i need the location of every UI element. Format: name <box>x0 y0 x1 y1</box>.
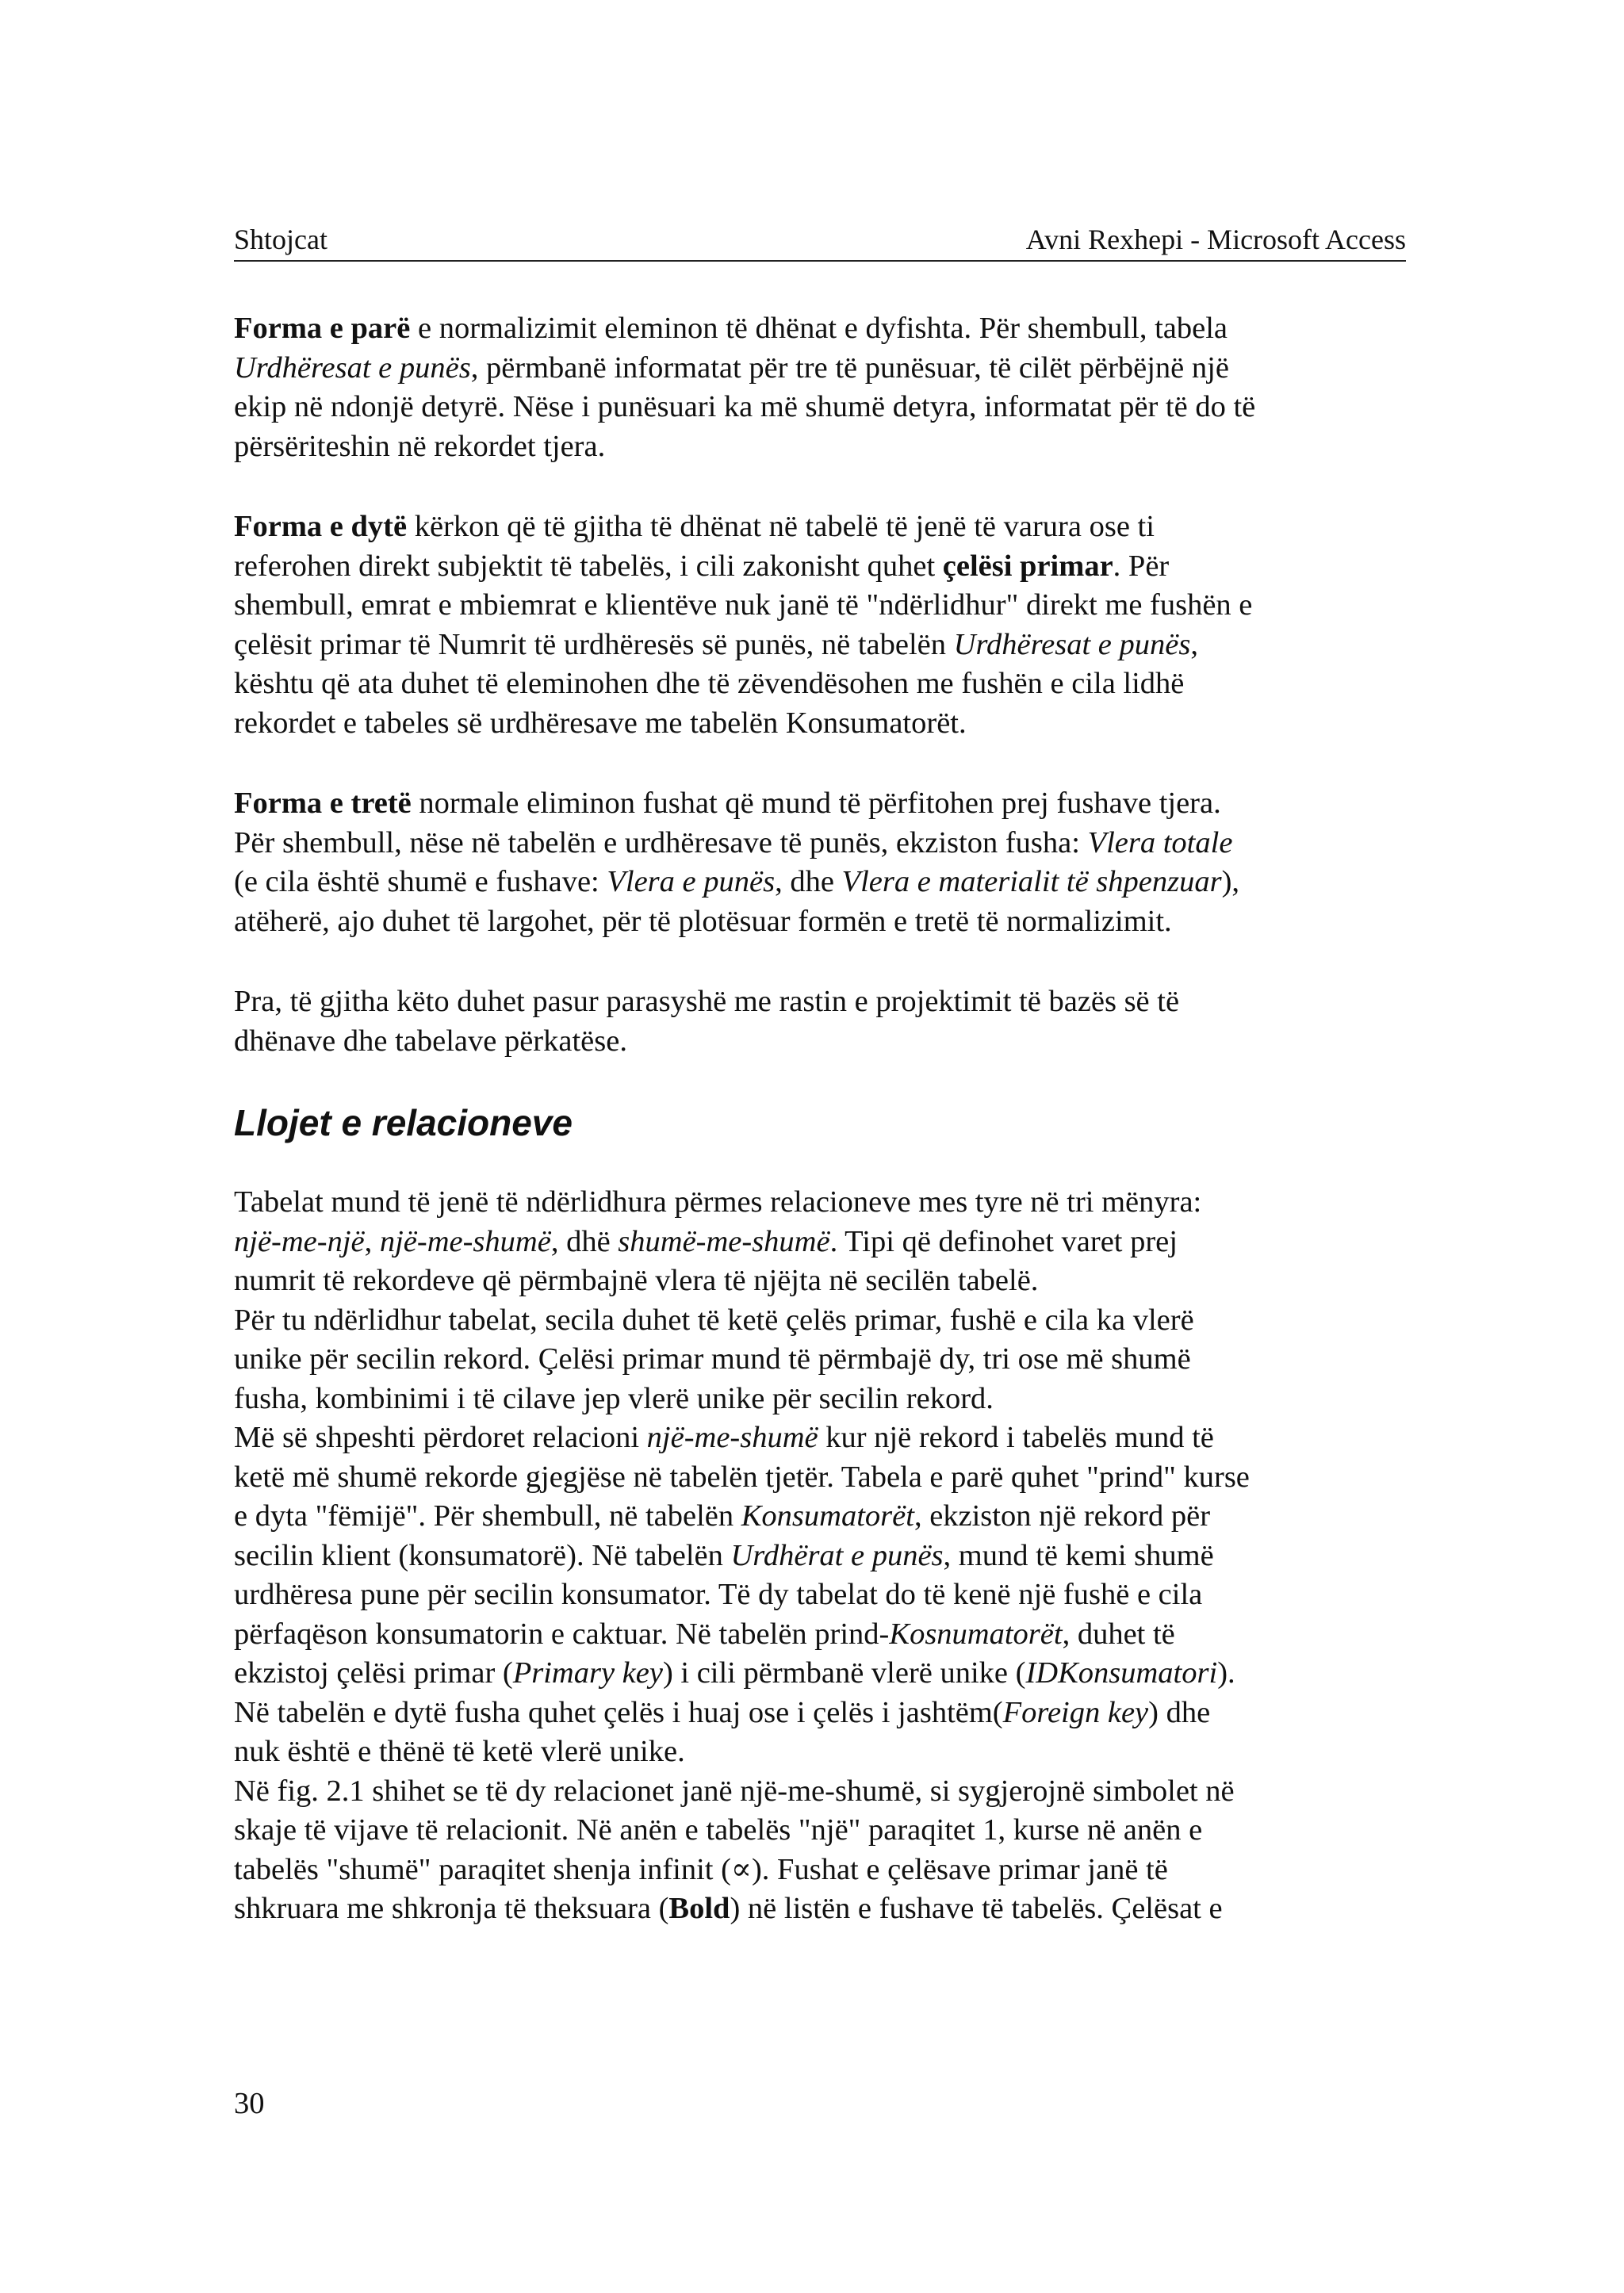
header-section-title: Shtojcat <box>234 224 327 255</box>
paragraph-line: shkruara me shkronja të theksuara (Bold) në listën e fushave të tabelës. Çelësat e <box>234 1892 1223 1925</box>
paragraph-line: tabelës "shumë" paraqitet shenja infinit (∝). Fushat e çelësave primar janë të <box>234 1852 1168 1886</box>
paragraph-line: secilin klient (konsumatorë). Në tabelën Urdhërat e punës, mund të kemi shumë <box>234 1538 1214 1572</box>
paragraph-line: Pra, të gjitha këto duhet pasur parasyshë me rastin e projektimit të bazës së të <box>234 985 1180 1018</box>
paragraph-line: rekordet e tabeles së urdhëresave me tabelën Konsumatorët. <box>234 706 967 740</box>
paragraph-line: skaje të vijave të relacionit. Në anën e tabelës "një" paraqitet 1, kurse në anën e <box>234 1813 1203 1847</box>
section-heading: Llojet e relacioneve <box>234 1102 573 1143</box>
paragraph-line: përfaqëson konsumatorin e caktuar. Në tabelën prind-Kosnumatorët, duhet të <box>234 1617 1175 1651</box>
paragraph-line: Në fig. 2.1 shihet se të dy relacionet janë një-me-shumë, si sygjerojnë simbolet në <box>234 1774 1235 1808</box>
paragraph-line: unike për secilin rekord. Çelësi primar mund të përmbajë dy, tri ose më shumë <box>234 1342 1191 1376</box>
running-header <box>234 222 1406 262</box>
paragraph-line: kështu që ata duhet të eleminohen dhe të zëvendësohen me fushën e cila lidhë <box>234 667 1185 700</box>
paragraph-line: fusha, kombinimi i të cilave jep vlerë unike për secilin rekord. <box>234 1381 994 1415</box>
paragraph-line: Forma e parë e normalizimit eleminon të dhënat e dyfishta. Për shembull, tabela <box>234 312 1228 345</box>
paragraph-line: Në tabelën e dytë fusha quhet çelës i huaj ose i çelës i jashtëm(Foreign key) dhe <box>234 1695 1211 1729</box>
paragraph-line: Tabelat mund të jenë të ndërlidhura përmes relacioneve mes tyre në tri mënyra: <box>234 1185 1202 1219</box>
body-text <box>234 309 1406 1929</box>
paragraph-line: dhënave dhe tabelave përkatëse. <box>234 1024 627 1058</box>
page-number: 30 <box>234 2087 265 2120</box>
paragraph-line: Për shembull, nëse në tabelën e urdhëresave të punës, ekziston fusha: Vlera totale <box>234 825 1233 859</box>
paragraph-line: (e cila është shumë e fushave: Vlera e punës, dhe Vlera e materialit të shpenzuar), <box>234 865 1240 898</box>
paragraph-gap <box>234 466 1406 507</box>
paragraph-line: Forma e tretë normale eliminon fushat që mund të përfitohen prej fushave tjera. <box>234 787 1221 820</box>
header-author-title: Avni Rexhepi - Microsoft Access <box>1025 224 1406 255</box>
paragraph-line: Më së shpeshti përdoret relacioni një-me-shumë kur një rekord i tabelës mund të <box>234 1421 1214 1454</box>
paragraph-line: ketë më shumë rekorde gjegjëse në tabelën tjetër. Tabela e parë quhet "prind" kurse <box>234 1460 1250 1494</box>
paragraph-gap <box>234 941 1406 982</box>
paragraph-line: shembull, emrat e mbiemrat e klientëve nuk janë të "ndërlidhur" direkt me fushën e <box>234 588 1253 622</box>
paragraph-line: numrit të rekordeve që përmbajnë vlera të njëjta në secilën tabelë. <box>234 1264 1039 1297</box>
paragraph-line: Për tu ndërlidhur tabelat, secila duhet të ketë çelës primar, fushë e cila ka vlerë <box>234 1303 1194 1337</box>
paragraph-line: Urdhëresat e punës, përmbanë informatat për tre të punësuar, të cilët përbëjnë një <box>234 350 1229 385</box>
paragraph-line: një-me-një, një-me-shumë, dhë shumë-me-shumë. Tipi që definohet varet prej <box>234 1224 1178 1258</box>
paragraph-line: Forma e dytë kërkon që të gjitha të dhënat në tabelë të jenë të varura ose ti <box>234 510 1155 543</box>
paragraph-line: urdhëresa pune për secilin konsumator. Të dy tabelat do të kenë një fushë e cila <box>234 1578 1203 1611</box>
paragraph-line: referohen direkt subjektit të tabelës, i cili zakonisht quhet çelësi primar. Për <box>234 549 1170 583</box>
paragraph-line: ekip në ndonjë detyrë. Nëse i punësuari ka më shumë detyra, informatat për të do të <box>234 390 1256 423</box>
paragraph-line: ekzistoj çelësi primar (Primary key) i cili përmbanë vlerë unike (IDKonsumatori). <box>234 1656 1235 1690</box>
paragraph-line: atëherë, ajo duhet të largohet, për të plotësuar formën e tretë të normalizimit. <box>234 904 1172 938</box>
paragraph-line: e dyta "fëmijë". Për shembull, në tabelën Konsumatorët, ekziston një rekord për <box>234 1499 1211 1533</box>
paragraph-line: nuk është e thënë të ketë vlerë unike. <box>234 1735 685 1768</box>
document-page <box>234 222 1406 1929</box>
paragraph-line: çelësit primar të Numrit të urdhëresës së punës, në tabelën Urdhëresat e punës, <box>234 627 1198 661</box>
paragraph-gap <box>234 743 1406 784</box>
paragraph-line: përsëriteshin në rekordet tjera. <box>234 429 606 463</box>
